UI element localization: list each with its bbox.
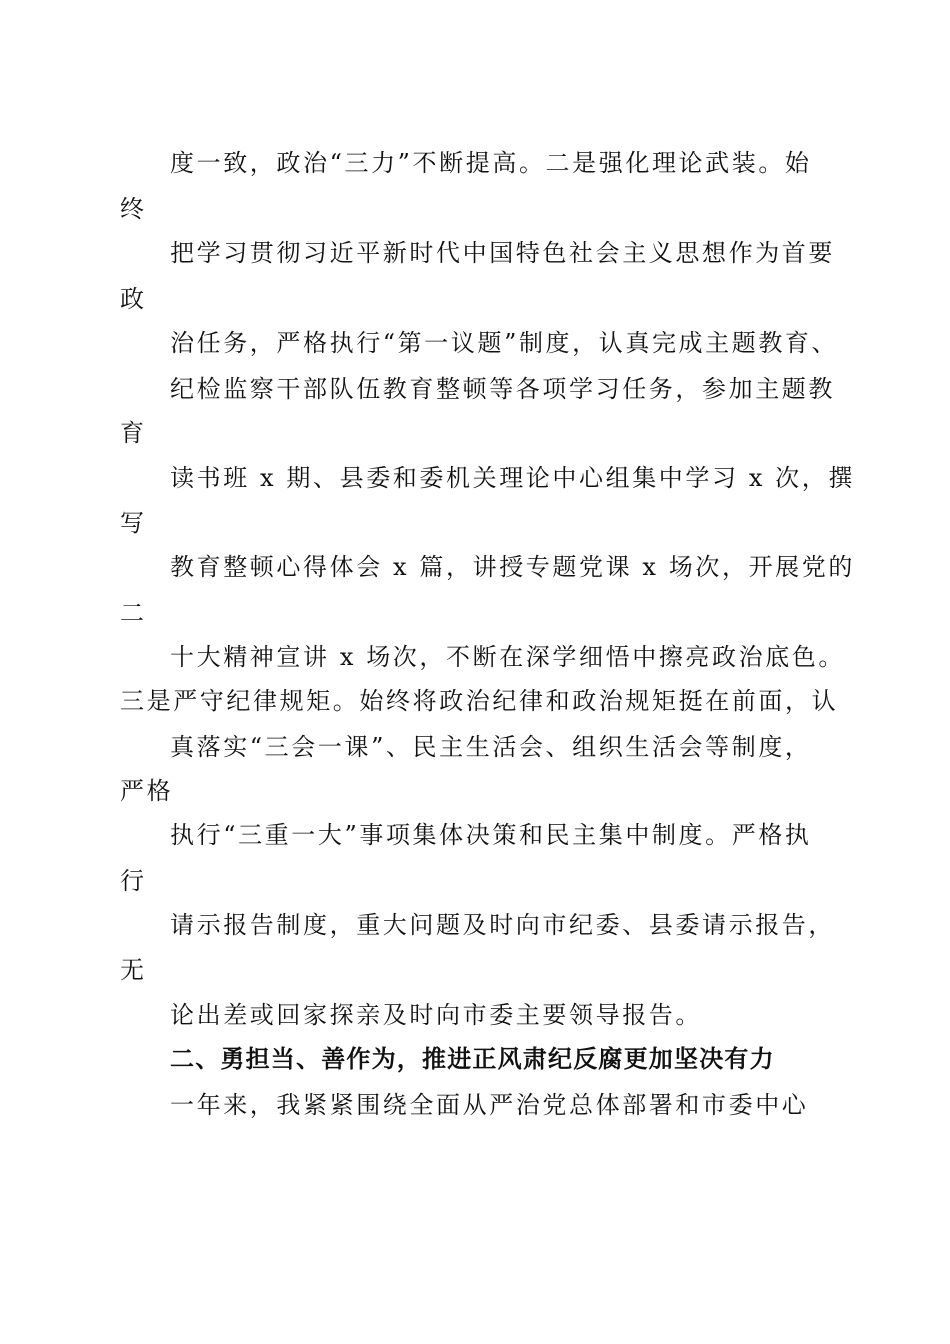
- body-line: 度一致，政治“三力”不断提高。二是强化理论武装。始: [170, 149, 812, 177]
- body-line-wrap: 严格: [120, 777, 174, 805]
- body-line: 真落实“三会一课”、民主生活会、组织生活会等制度，: [170, 733, 812, 761]
- body-line: 执行“三重一大”事项集体决策和民主集中制度。严格执: [170, 821, 812, 849]
- body-line: 论出差或回家探亲及时向市委主要领导报告。: [170, 1001, 702, 1029]
- body-line: 读书班 x 期、县委和委机关理论中心组集中学习 x 次，撰: [170, 464, 855, 492]
- body-line: 一年来，我紧紧围绕全面从严治党总体部署和市委中心: [170, 1091, 809, 1119]
- body-line: 三是严守纪律规矩。始终将政治纪律和政治规矩挺在前面，认: [120, 687, 839, 715]
- body-line-wrap: 二: [120, 599, 147, 627]
- section-heading: 二、勇担当、善作为，推进正风肃纪反腐更加坚决有力: [170, 1045, 775, 1073]
- body-line: 教育整顿心得体会 x 篇，讲授专题党课 x 场次，开展党的: [170, 553, 855, 581]
- body-line: 纪检监察干部队伍教育整顿等各项学习任务，参加主题教: [170, 375, 835, 403]
- body-line-wrap: 行: [120, 867, 147, 895]
- body-line-wrap: 育: [120, 419, 147, 447]
- body-line: 治任务，严格执行“第一议题”制度，认真完成主题教育、: [170, 329, 839, 357]
- body-line-wrap: 写: [120, 509, 147, 537]
- body-line-wrap: 政: [120, 285, 147, 313]
- body-line: 十大精神宣讲 x 场次，不断在深学细悟中擦亮政治底色。: [170, 643, 845, 671]
- body-line: 把学习贯彻习近平新时代中国特色社会主义思想作为首要: [170, 239, 835, 267]
- body-line-wrap: 终: [120, 195, 147, 223]
- body-line-wrap: 无: [120, 956, 147, 984]
- body-line: 请示报告制度，重大问题及时向市纪委、县委请示报告，: [170, 911, 835, 939]
